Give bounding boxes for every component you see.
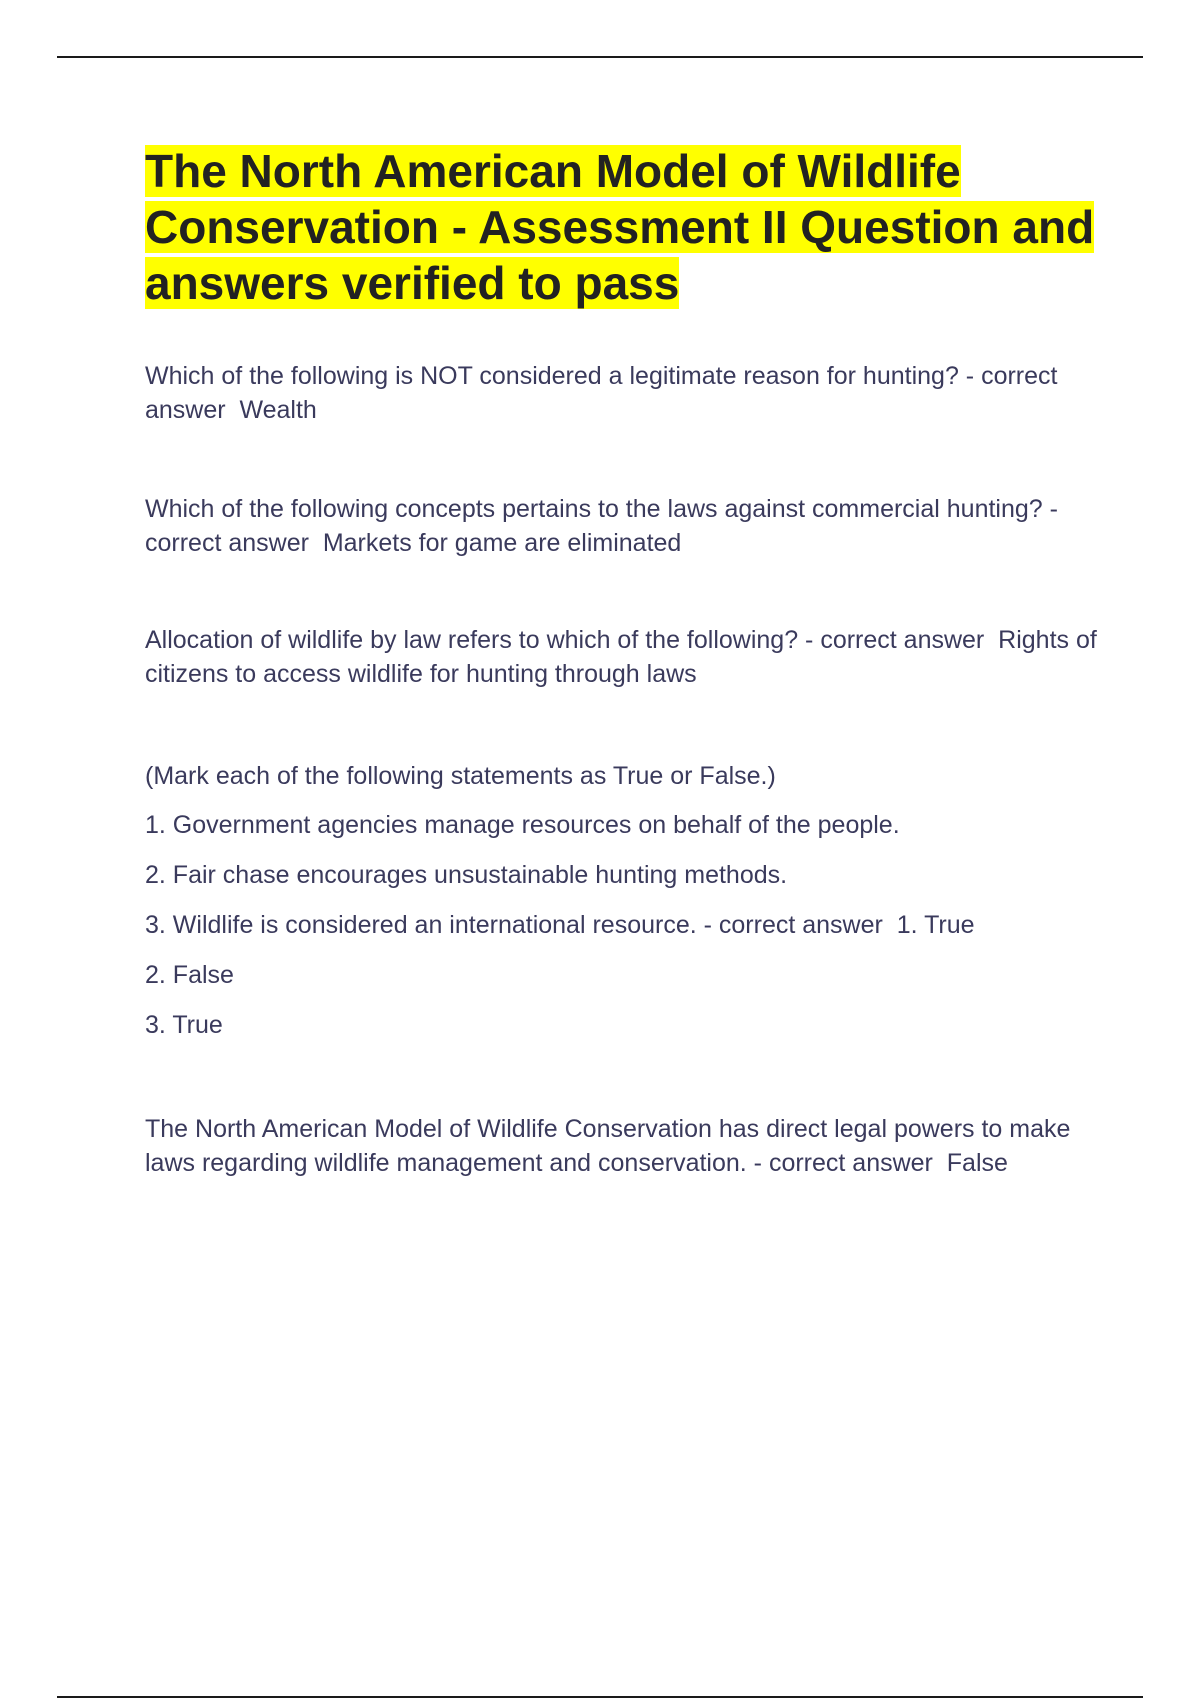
bottom-rule — [57, 1696, 1143, 1698]
qa-item-3: Allocation of wildlife by law refers to which of the following? - correct answer Rights of citizens to access wildlife for hunting through laws — [145, 626, 1104, 688]
true-false-answer-2: 2. False — [145, 961, 234, 989]
qa-item-1: Which of the following is NOT considered a legitimate reason for hunting? - correct answer Wealth — [145, 362, 1065, 424]
true-false-answer-3: 3. True — [145, 1011, 223, 1039]
document-body — [145, 143, 1105, 1180]
top-rule — [57, 56, 1143, 58]
qa-item-2: Which of the following concepts pertains to the laws against commercial hunting? - correct answer Markets for game are eliminated — [145, 495, 1065, 557]
true-false-line-3: 3. Wildlife is considered an international resource. - correct answer 1. True — [145, 911, 975, 939]
true-false-line-2: 2. Fair chase encourages unsustainable hunting methods. — [145, 861, 788, 889]
true-false-instructions: (Mark each of the following statements as True or False.) — [145, 762, 776, 790]
true-false-line-1: 1. Government agencies manage resources on behalf of the people. — [145, 811, 900, 839]
qa-item-final: The North American Model of Wildlife Conservation has direct legal powers to make laws regarding wildlife management and conservation. - correct answer False — [145, 1115, 1078, 1177]
highlighted-title-text: The North American Model of Wildlife Conservation - Assessment II Question and answers verified to pass — [145, 145, 1095, 309]
document-title — [145, 143, 1105, 311]
